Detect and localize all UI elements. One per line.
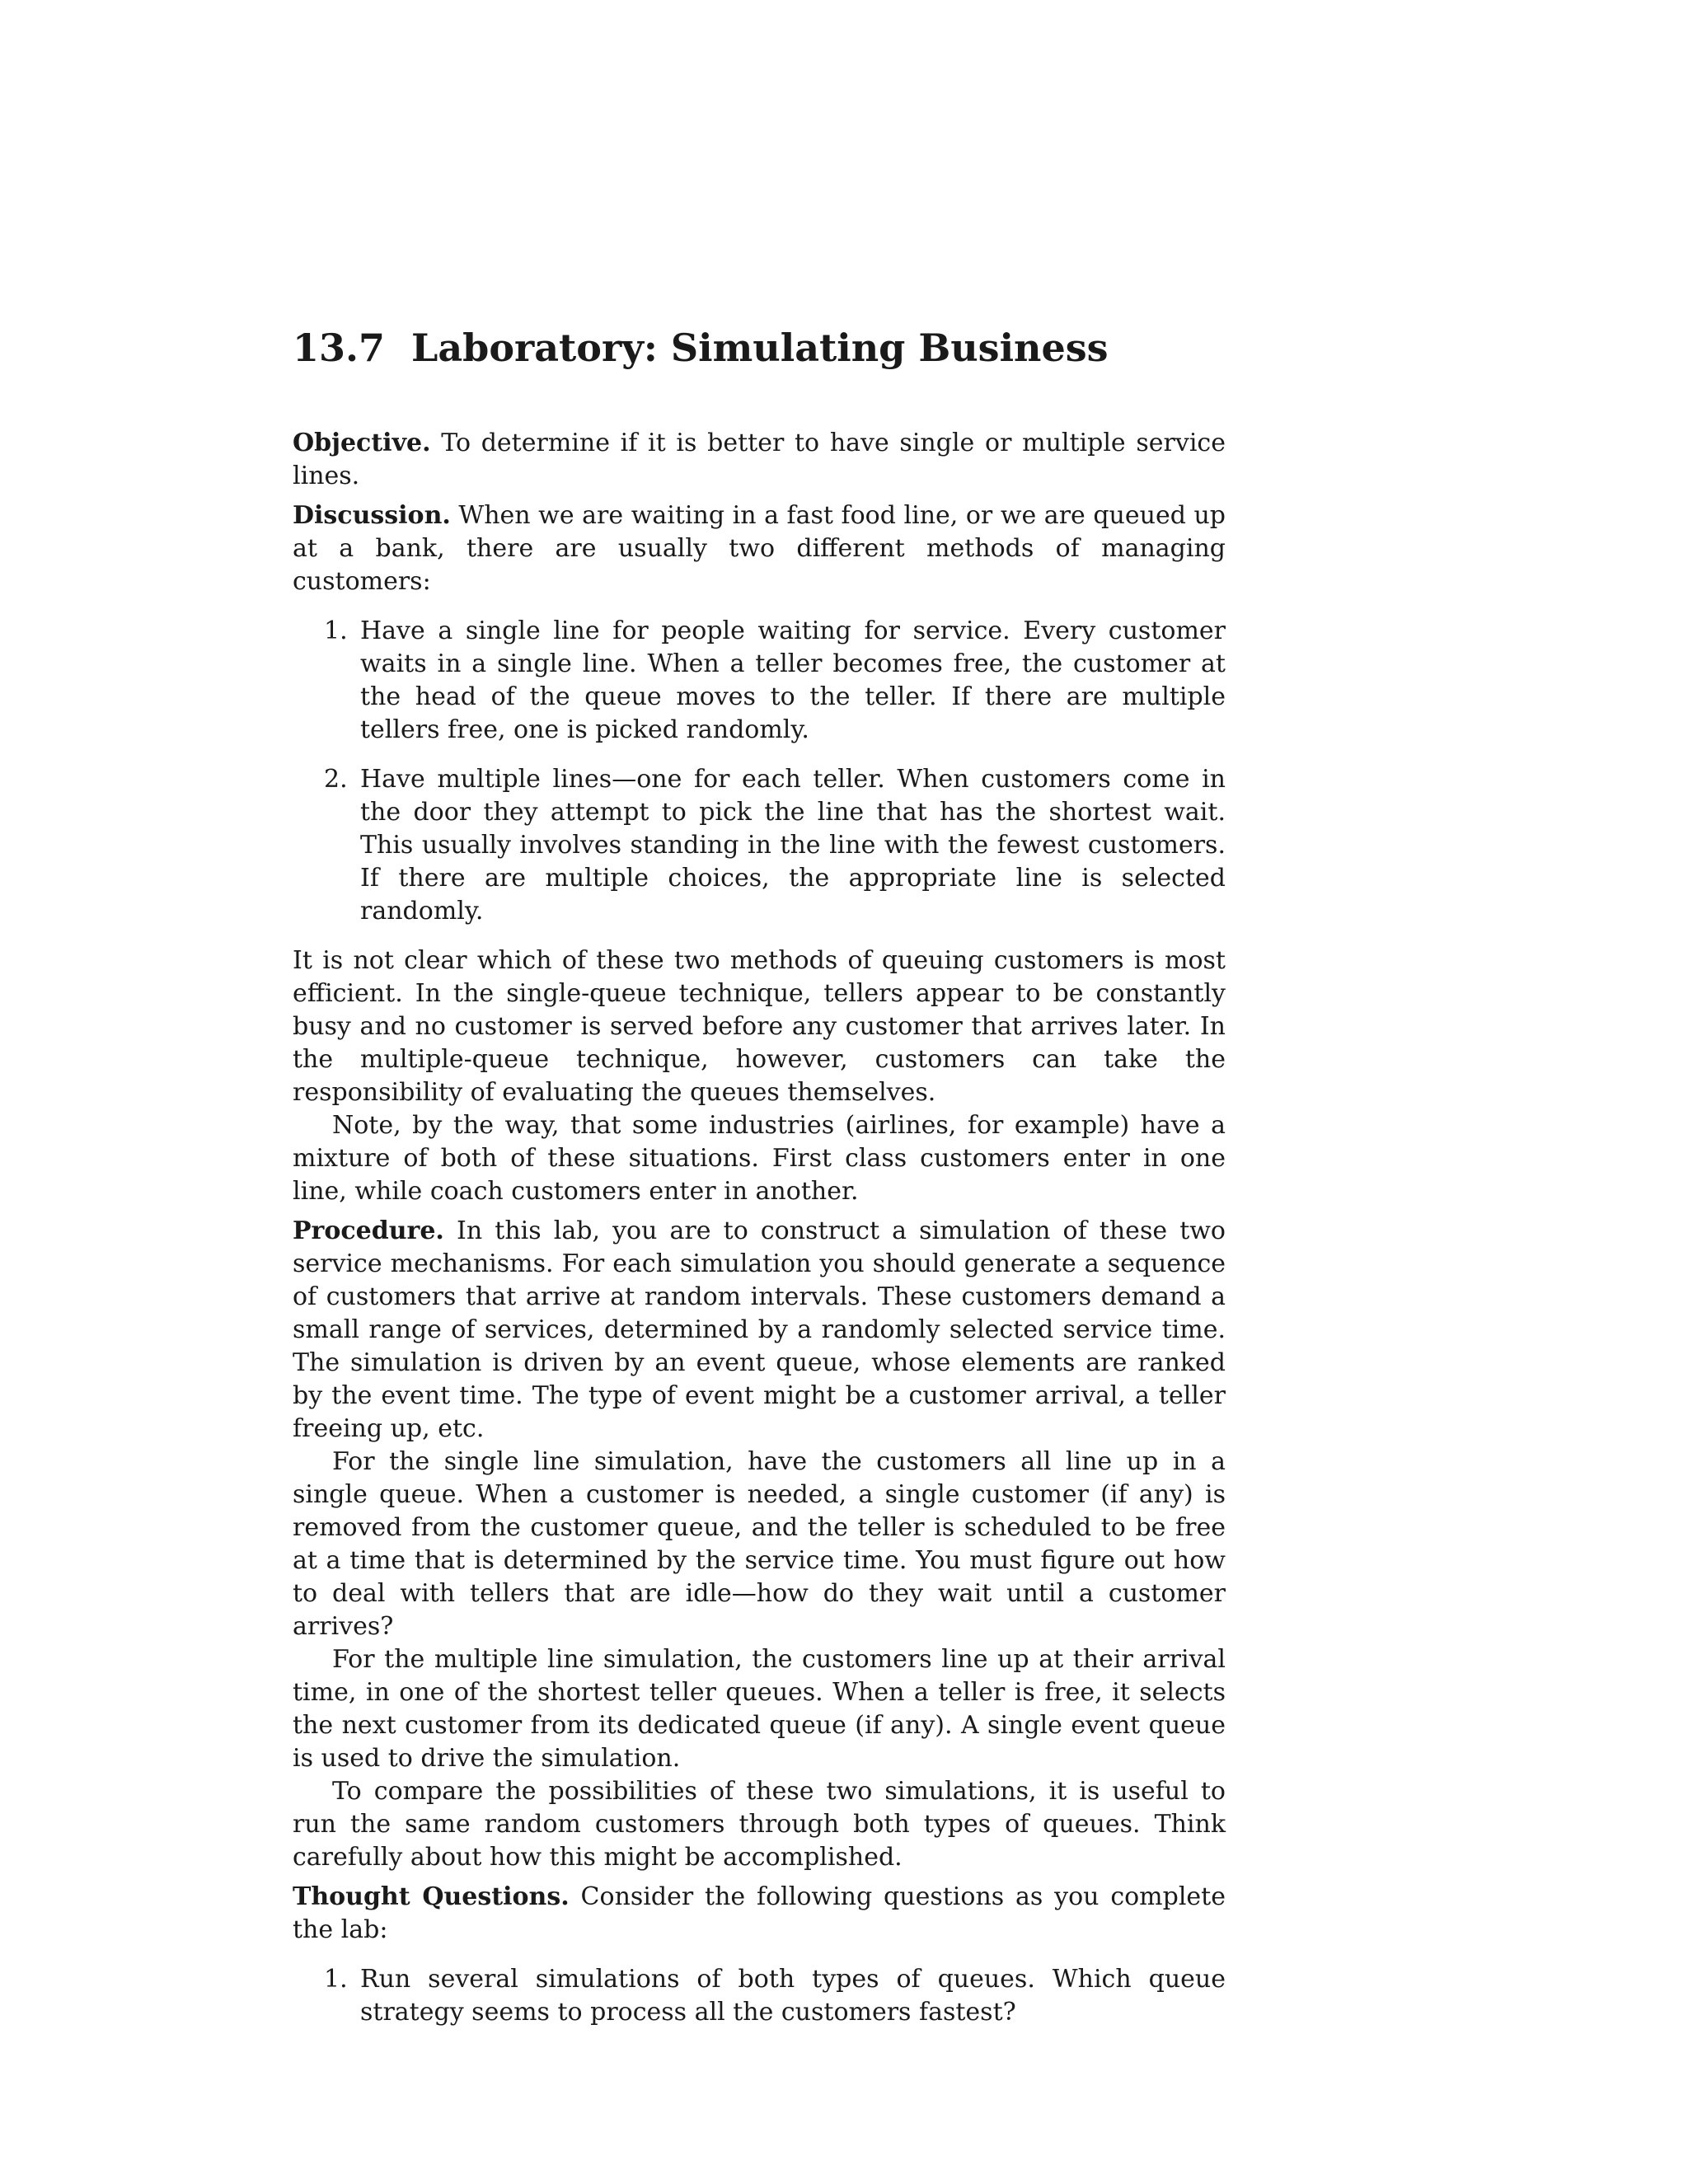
list-item-text: Run several simulations of both types of queues. Which queue strategy seems to process all the customers fastest? [360, 1965, 1226, 2027]
thought-questions-list [293, 1963, 1226, 2029]
thought-questions-label: Thought Questions. [293, 1882, 570, 1911]
list-item-number: 1. [324, 1965, 348, 1994]
list-item-number: 1. [324, 616, 348, 645]
section-heading [293, 323, 1226, 373]
list-item [293, 615, 1226, 747]
list-item-text: Have a single line for people waiting for service. Every customer waits in a single line. When a teller becomes free, the customer at the head of the queue moves to the teller. If there are multiple tellers free, one is picked randomly. [360, 616, 1226, 744]
thought-questions-paragraph [293, 1881, 1226, 1947]
list-item [293, 1963, 1226, 2029]
section-title: Laboratory: Simulating Business [411, 326, 1109, 370]
discussion-paragraph [293, 499, 1226, 598]
procedure-paragraph-multiple-line: For the multiple line simulation, the customers line up at their arrival time, in one of the shortest teller queues. When a teller is free, it selects the next customer from its dedicated queue (if any). A single event queue is used to drive the simulation. [293, 1645, 1226, 1773]
thought-questions-text: Consider the following questions as you complete the lab: [293, 1882, 1226, 1944]
objective-label: Objective. [293, 429, 431, 457]
discussion-paragraph-note: Note, by the way, that some industries (airlines, for example) have a mixture of both of these situations. First class customers enter in one line, while coach customers enter in another. [293, 1111, 1226, 1206]
procedure-paragraph-compare: To compare the possibilities of these two simulations, it is useful to run the same random customers through both types of queues. Think carefully about how this might be accomplished. [293, 1777, 1226, 1872]
list-item [293, 763, 1226, 928]
objective-paragraph [293, 427, 1226, 493]
procedure-label: Procedure. [293, 1216, 444, 1245]
queue-methods-list [293, 615, 1226, 928]
document-page [293, 323, 1226, 2046]
objective-text: To determine if it is better to have single or multiple service lines. [293, 429, 1226, 490]
list-item-text: Have multiple lines—one for each teller. When customers come in the door they attempt to pick the line that has the shortest wait. This usually involves standing in the line with the fewest customers. If there are multiple choices, the appropriate line is selected randomly. [360, 765, 1226, 926]
discussion-paragraph-efficiency: It is not clear which of these two methods of queuing customers is most efficient. In the single-queue technique, tellers appear to be constantly busy and no customer is served before any customer that arrives later. In the multiple-queue technique, however, customers can take the responsibility of evaluating the queues themselves. [293, 946, 1226, 1107]
section-number: 13.7 [293, 326, 386, 370]
discussion-text: When we are waiting in a fast food line, or we are queued up at a bank, there are usually two different methods of managing customers: [293, 501, 1226, 596]
discussion-label: Discussion. [293, 501, 451, 530]
procedure-text: In this lab, you are to construct a simulation of these two service mechanisms. For each simulation you should generate a sequence of customers that arrive at random intervals. These customers demand a small range of services, determined by a randomly selected service time. The simulation is driven by an event queue, whose elements are ranked by the event time. The type of event might be a customer arrival, a teller freeing up, etc. [293, 1216, 1226, 1443]
procedure-paragraph [293, 1215, 1226, 1446]
procedure-paragraph-single-line: For the single line simulation, have the customers all line up in a single queue. When a customer is needed, a single customer (if any) is removed from the customer queue, and the teller is scheduled to be free at a time that is determined by the service time. You must figure out how to deal with tellers that are idle—how do they wait until a customer arrives? [293, 1447, 1226, 1641]
list-item-number: 2. [324, 765, 348, 794]
